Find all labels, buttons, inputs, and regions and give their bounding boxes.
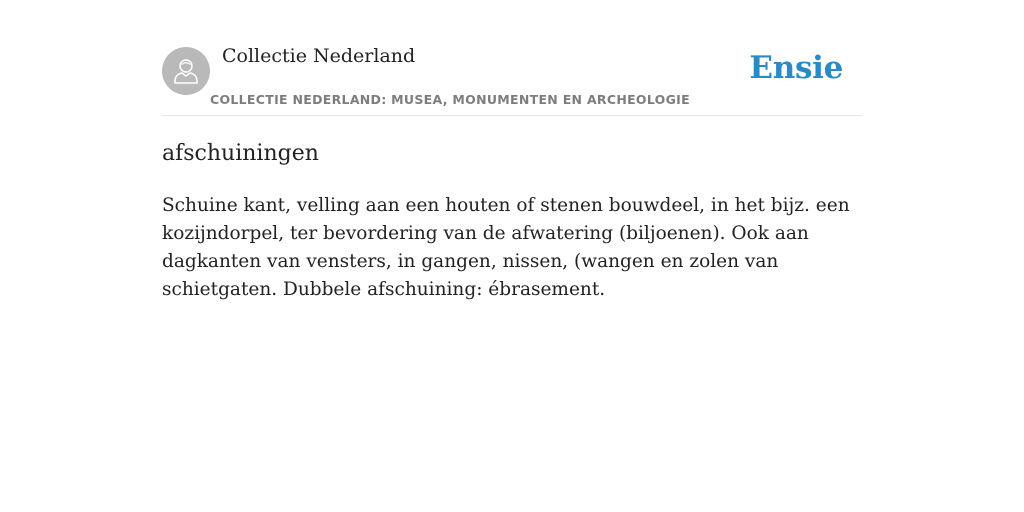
author-name[interactable]: Collectie Nederland [222,45,416,67]
user-icon [171,56,201,86]
ensie-logo[interactable]: Ensie [749,50,843,86]
source-label[interactable]: COLLECTIE NEDERLAND: MUSEA, MONUMENTEN EN ARCHEOLOGIE [210,92,690,107]
entry-definition: Schuine kant, velling aan een houten of stenen bouwdeel, in het bijz. een kozijndorpel, ter bevordering van de afwatering (biljoenen). Ook aan dagkanten van vensters, in gangen, nissen, (wangen en zolen van schietgaten. Dubbele afschuining: ébrasement. [162,195,850,300]
page-container [162,0,862,304]
entry-term: afschuiningen [162,141,319,166]
header [162,0,862,116]
avatar[interactable] [162,47,210,95]
